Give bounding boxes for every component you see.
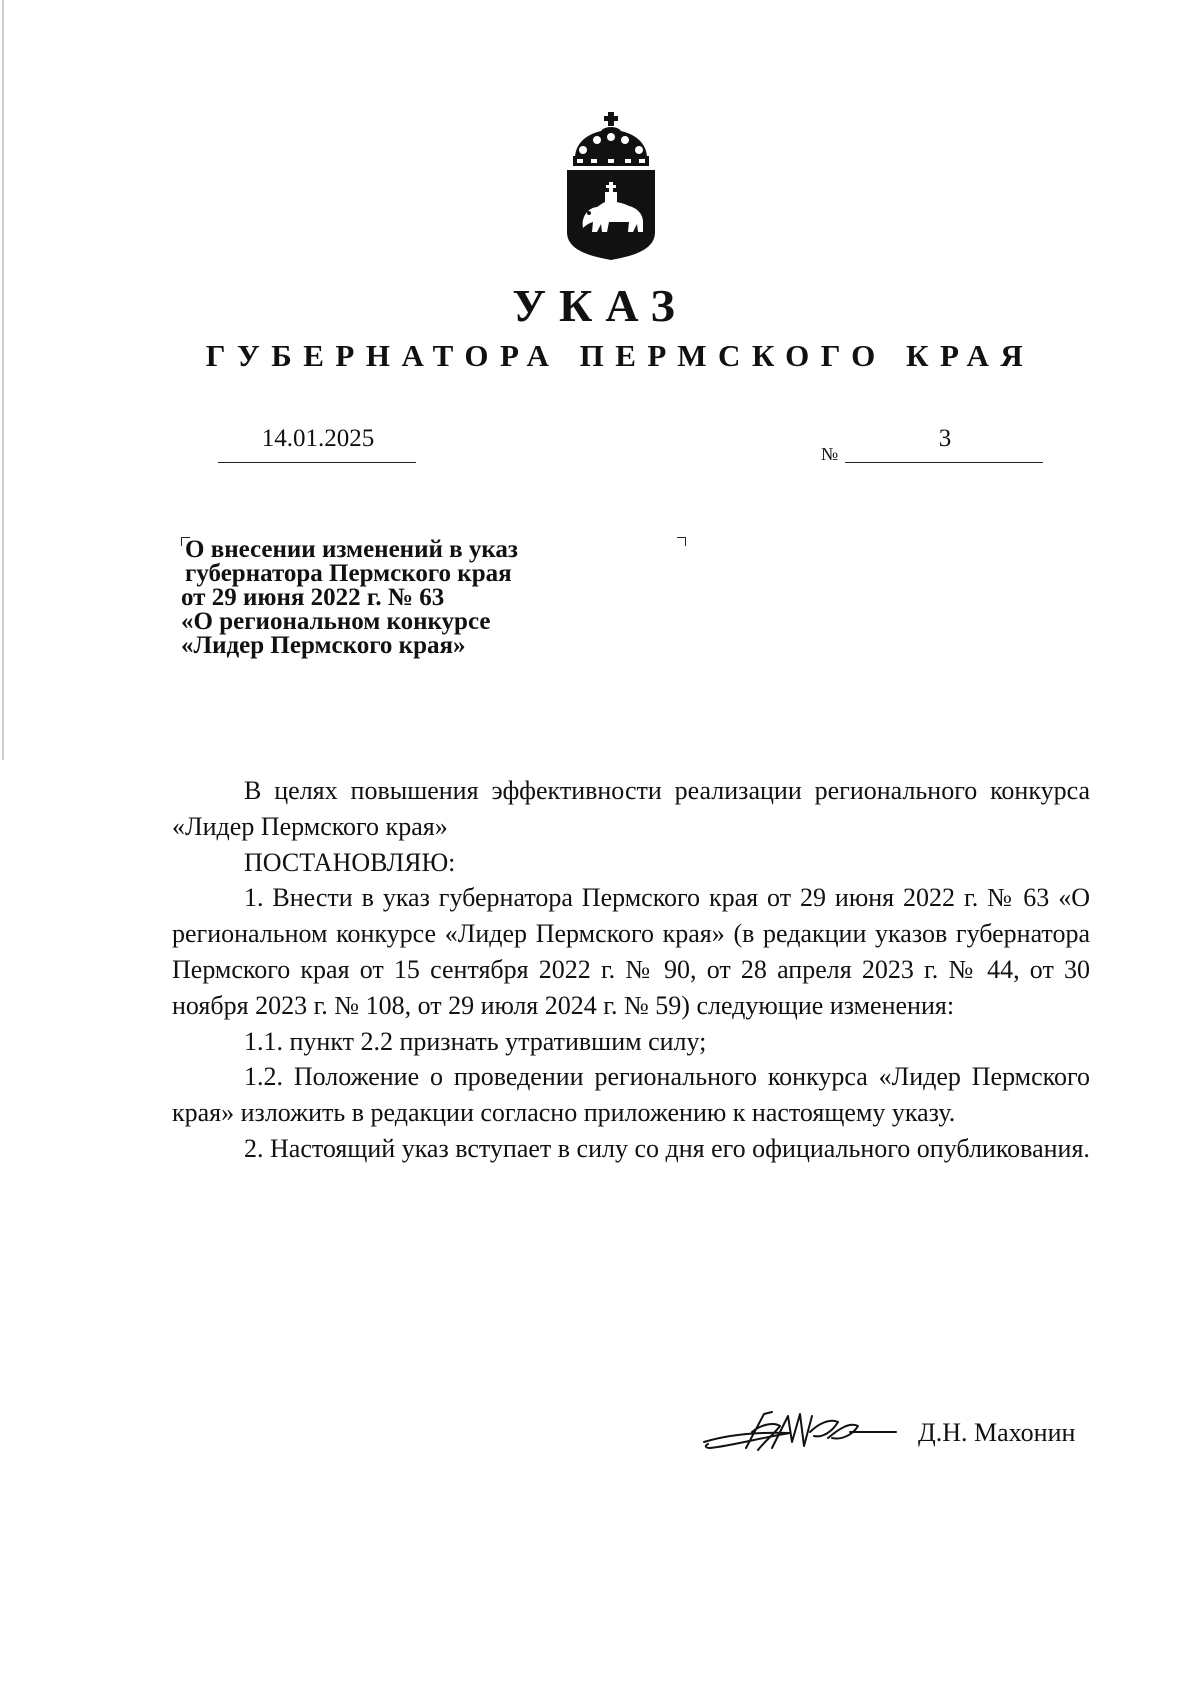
paragraph-item-1: 1. Внести в указ губернатора Пермского края от 29 июня 2022 г. № 63 «О региональном конкурсе «Лидер Пермского края» (в редакции указов губернатора Пермского края от 15 сентября 2022 г. № 90, от 28 апреля 2023 г. № 44, от 30 ноября 2023 г. № 108, от 29 июля 2024 г. № 59) следующие изменения: xyxy=(172,883,1090,1020)
paragraph-item-1-2: 1.2. Положение о проведении регионального конкурса «Лидер Пермского края» изложить в редакции согласно приложению к настоящему указу. xyxy=(172,1062,1090,1128)
paragraph-item-2: 2. Настоящий указ вступает в силу со дня его официального опубликования. xyxy=(244,1133,1090,1163)
number-sign: № xyxy=(821,444,839,464)
paragraph-preamble: В целях повышения эффективности реализации регионального конкурса «Лидер Пермского края» xyxy=(172,776,1090,841)
document-heading xyxy=(181,538,681,658)
perm-krai-coat-of-arms-icon xyxy=(563,110,659,262)
paragraph-resolve: ПОСТАНОВЛЯЮ: xyxy=(244,847,456,877)
scan-edge xyxy=(2,0,4,760)
number-underline xyxy=(845,462,1043,463)
heading-line: О внесении изменений в указ xyxy=(185,536,518,563)
heading-line: от 29 июня 2022 г. № 63 xyxy=(181,584,445,611)
date-underline xyxy=(218,462,416,463)
document-subtitle: ГУБЕРНАТОРА ПЕРМСКОГО КРАЯ xyxy=(205,338,1035,373)
paragraph-item-1-1: 1.1. пункт 2.2 признать утратившим силу; xyxy=(244,1026,707,1056)
heading-line: «О региональном конкурсе xyxy=(181,608,491,635)
document-title: УКАЗ xyxy=(512,280,688,331)
document-date: 14.01.2025 xyxy=(261,425,375,452)
document-body xyxy=(172,773,1090,1167)
signer-name: Д.Н. Махонин xyxy=(918,1418,1076,1447)
handwritten-signature-icon xyxy=(700,1402,900,1460)
document-number: 3 xyxy=(938,425,952,452)
heading-line: губернатора Пермского края xyxy=(185,560,512,587)
heading-line: «Лидер Пермского края» xyxy=(181,632,466,659)
